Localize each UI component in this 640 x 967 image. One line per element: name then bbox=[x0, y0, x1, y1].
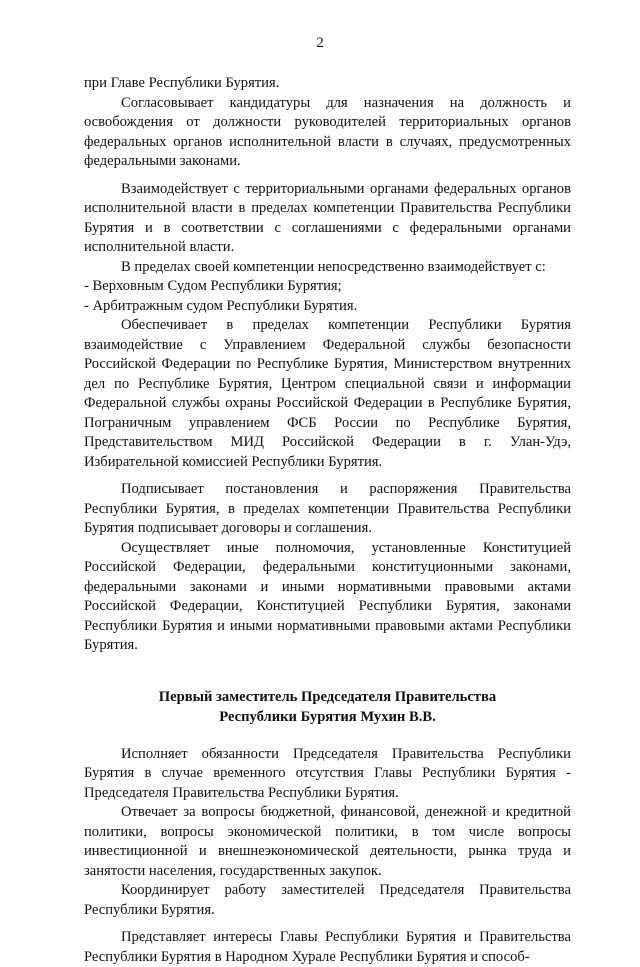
paragraph: В пределах своей компетенции непосредственно взаимодействует с: bbox=[121, 258, 546, 275]
list-item: - Верховным Судом Республики Бурятия; bbox=[84, 278, 342, 294]
paragraph: Согласовывает кандидатуры для назначения на должность и освобождения от должности руководителей территориальных органов федеральных органов исполнительной власти в случаях, предусмотренных федеральными законами. bbox=[84, 94, 571, 169]
paragraph: Исполняет обязанности Председателя Правительства Республики Бурятия в случае временного отсутствия Главы Республики Бурятия - Председателя Правительства Республики Бурятия. bbox=[84, 745, 571, 801]
list-item: - Арбитражным судом Республики Бурятия. bbox=[84, 297, 358, 314]
paragraph: Взаимодействует с территориальными органами федеральных органов исполнительной власти в пределах компетенции Правительства Республики Бурятия и в соответствии с соглашениями с федеральными органами исполнительной власти. bbox=[84, 180, 571, 255]
document-body bbox=[84, 74, 571, 967]
paragraph-gap bbox=[84, 920, 571, 928]
paragraph: Осуществляет иные полномочия, установленные Конституцией Российской Федерации, федеральными конституционными законами, федеральными законами и иными нормативными правовыми актами Российской Федерации, Конституцией Республики Бурятия, законами Республики Бурятия и иными нормативными правовыми актами Республики Бурятия. bbox=[84, 539, 571, 653]
paragraph: Обеспечивает в пределах компетенции Республики Бурятия взаимодействие с Управлением Федеральной службы безопасности Российской Федерации по Республике Бурятия, Министерством внутренних дел по Республике Бурятия, Центром специальной связи и информации Федеральной службы охраны Российской Федерации в Республике Бурятия, Пограничным управлением ФСБ России по Республике Бурятия, Представительством МИД Российской Федерации в г. Улан-Удэ, Избирательной комиссией Республики Бурятия. bbox=[84, 317, 571, 470]
paragraph: Подписывает постановления и распоряжения Правительства Республики Бурятия, в пределах компетенции Правительства Республики Бурятия подписывает договоры и соглашения. bbox=[84, 481, 571, 536]
paragraph: Представляет интересы Главы Республики Бурятия и Правительства Республики Бурятия в Народном Хурале Республики Бурятия и способ- bbox=[84, 929, 571, 965]
paragraph-gap bbox=[84, 172, 571, 180]
section-heading bbox=[84, 687, 571, 727]
section-heading-line-1: Первый заместитель Председателя Правительства bbox=[158, 688, 497, 705]
paragraph: при Главе Республики Бурятия. bbox=[84, 75, 280, 91]
section-heading-line-2: Республики Бурятия Мухин В.В. bbox=[219, 708, 436, 725]
paragraph-gap bbox=[84, 472, 571, 480]
paragraph: Координирует работу заместителей Председателя Правительства Республики Бурятия. bbox=[84, 882, 571, 918]
page-number: 2 bbox=[316, 35, 324, 51]
paragraph: Отвечает за вопросы бюджетной, финансовой, денежной и кредитной политики, вопросы экономической политики, в том числе вопросы инвестиционной и внешнеэкономической деятельности, рынка труда и занятости населения, государственных закупок. bbox=[84, 804, 571, 879]
